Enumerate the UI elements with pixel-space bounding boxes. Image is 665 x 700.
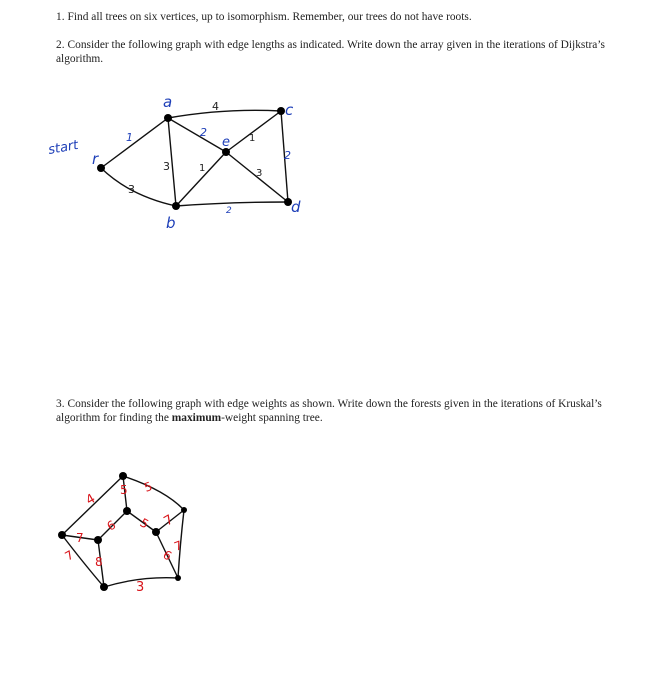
- weight-c-d: 2: [284, 149, 291, 162]
- vertex-left: [58, 531, 66, 539]
- label-start: start: [47, 137, 80, 158]
- problem-text: Consider the following graph with edge lengths as indicated. Write down the array given in the iterations of Dijkstra’s algorithm.: [56, 39, 605, 65]
- vertex-inner-left: [94, 536, 102, 544]
- vertex-right: [181, 507, 187, 513]
- weight-left-top: 7: [62, 547, 77, 564]
- weight-a-c: 4: [212, 100, 219, 113]
- weight-a-b: 3: [163, 160, 170, 173]
- problem-emphasis: maximum: [171, 412, 222, 424]
- vertex-inner-right: [152, 528, 160, 536]
- weight-b-d: 2: [226, 206, 232, 216]
- edge-top-right: [123, 476, 184, 510]
- weight-right-mid: 7: [161, 512, 177, 530]
- label-c: c: [285, 101, 294, 119]
- problem-text-end: -weight spanning tree.: [221, 412, 323, 424]
- label-b: b: [166, 214, 176, 232]
- weight-top-mid: 5: [120, 483, 128, 497]
- weight-mid-left: 6: [104, 517, 119, 534]
- weight-e-c: 1: [249, 133, 256, 144]
- weight-e-b: 1: [199, 163, 206, 174]
- vertex-bottom-right: [175, 575, 181, 581]
- vertex-bottom-left: [100, 583, 108, 591]
- problem-text: Find all trees on six vertices, up to isomorphism. Remember, our trees do not have roots.: [67, 11, 472, 23]
- vertex-top: [119, 472, 127, 480]
- label-r: r: [92, 150, 99, 168]
- label-a: a: [163, 93, 173, 111]
- weight-left-inner: 7: [76, 531, 84, 545]
- weight-a-e: 2: [200, 126, 207, 139]
- problem-number: 2.: [56, 39, 65, 51]
- weight-bottom: 3: [136, 580, 145, 595]
- problem-number: 3.: [56, 398, 65, 410]
- problem-number: 1.: [56, 11, 65, 23]
- weight-e-d: 3: [256, 168, 263, 179]
- weight-left-bottom: 8: [95, 555, 103, 569]
- label-d: d: [291, 198, 301, 216]
- weight-mid-right: 5: [137, 515, 152, 532]
- vertex-mid: [123, 507, 131, 515]
- weight-right-low: 7: [172, 538, 185, 554]
- weight-r-a: 1: [126, 131, 133, 144]
- weight-top-left: 4: [83, 491, 99, 509]
- weight-r-b: 3: [128, 183, 135, 196]
- weight-top-right: 5: [142, 479, 155, 495]
- problem-text: Consider the following graph with edge weights as shown. Write down the forests given in the iterations of Kruskal’s algorithm for finding the: [56, 398, 602, 424]
- weight-right-bottom: 6: [160, 547, 175, 564]
- label-e: e: [222, 135, 230, 150]
